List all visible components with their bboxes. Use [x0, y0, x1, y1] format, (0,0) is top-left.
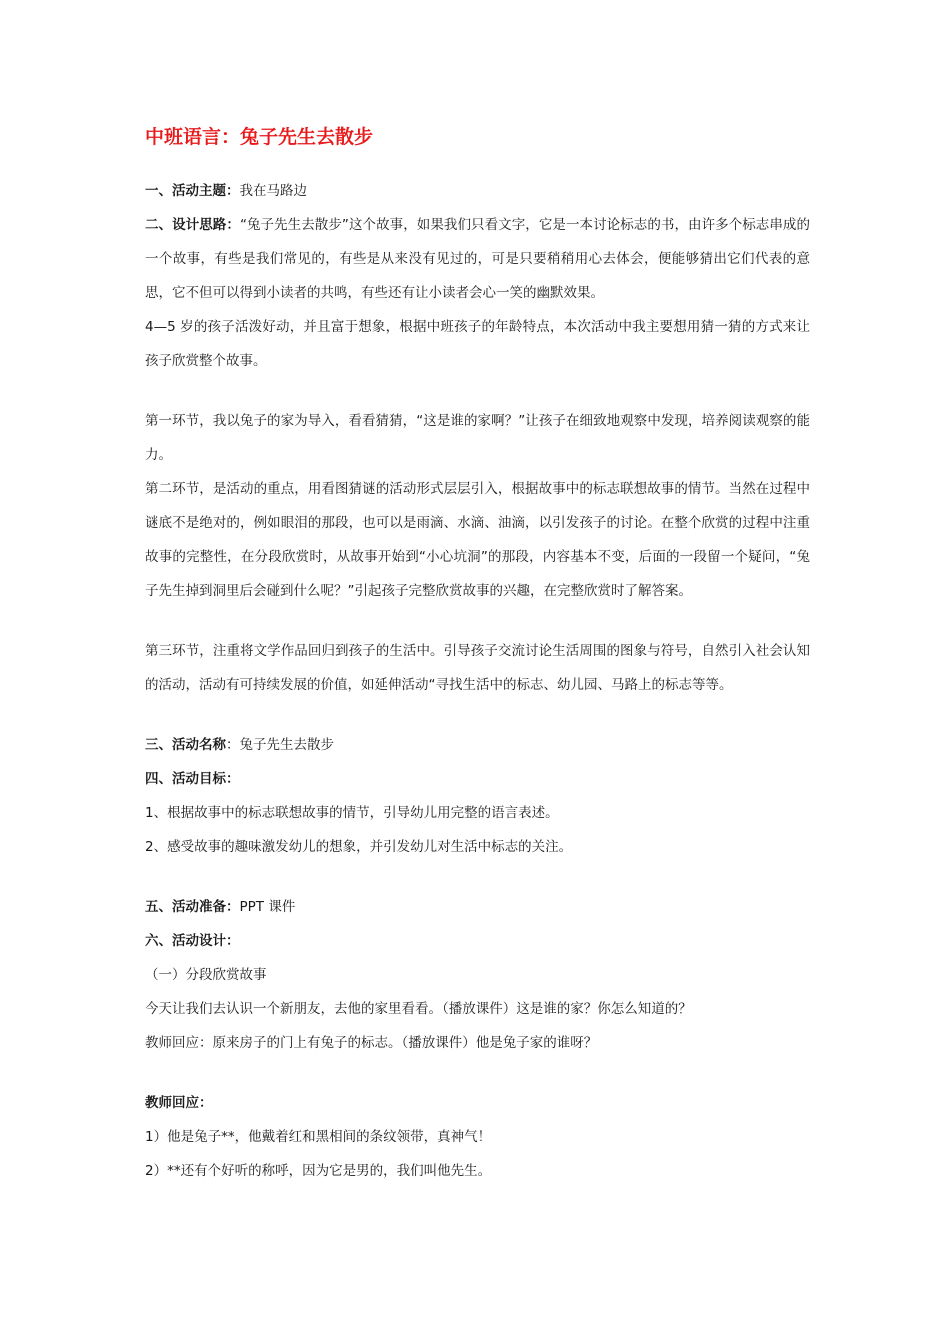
- document-content: [145, 118, 810, 1188]
- teacher-reply-item-1: 1）他是兔子**，他戴着红和黑相间的条纹领带，真神气！: [145, 1129, 492, 1145]
- goal-item-1: 1、根据故事中的标志联想故事的情节，引导幼儿用完整的语言表述。: [145, 805, 559, 821]
- document-title: 中班语言：兔子先生去散步: [145, 126, 374, 148]
- spacer: [145, 608, 810, 634]
- goal-item-2: 2、感受故事的趣味激发幼儿的想象，并引发幼儿对生活中标志的关注。: [145, 839, 573, 855]
- design-idea-label: 二、设计思路：: [145, 217, 240, 233]
- design-idea: [145, 208, 810, 310]
- spacer: [145, 864, 810, 890]
- design-subsection-1: （一）分段欣赏故事: [145, 967, 267, 983]
- activity-prep-text: PPT 课件: [239, 899, 296, 915]
- design-paragraph-2: 教师回应：原来房子的门上有兔子的标志。（播放课件）他是兔子家的谁呀？: [145, 1035, 598, 1051]
- activity-name-text: 兔子先生去散步: [239, 737, 334, 753]
- spacer: [145, 702, 810, 728]
- activity-theme-text: 我在马路边: [239, 183, 307, 199]
- activity-design-heading: 六、活动设计：: [145, 933, 240, 949]
- step2-paragraph: 第二环节，是活动的重点，用看图猜谜的活动形式层层引入，根据故事中的标志联想故事的情节。当然在过程中谜底不是绝对的，例如眼泪的那段，也可以是雨滴、水滴、油滴，以引发孩子的讨论。在整个欣赏的过程中注重故事的完整性，在分段欣赏时，从故事开始到“小心坑洞”的那段，内容基本不变，后面的一段留一个疑问，“兔子先生掉到洞里后会碰到什么呢？”引起孩子完整欣赏故事的兴趣，在完整欣赏时了解答案。: [145, 481, 810, 599]
- activity-prep-label: 五、活动准备：: [145, 899, 240, 915]
- activity-prep: [145, 890, 810, 924]
- activity-name-label: 三、活动名称: [145, 737, 226, 753]
- spacer: [145, 378, 810, 404]
- activity-name-sep: ：: [226, 737, 240, 753]
- teacher-reply-item-2: 2）**还有个好听的称呼，因为它是男的，我们叫他先生。: [145, 1163, 492, 1179]
- spacer: [145, 1060, 810, 1086]
- age-paragraph: 4—5 岁的孩子活泼好动，并且富于想象，根据中班孩子的年龄特点，本次活动中我主要想用猜一猜的方式来让孩子欣赏整个故事。: [145, 319, 810, 369]
- activity-theme: [145, 174, 810, 208]
- teacher-reply-heading: 教师回应：: [145, 1095, 213, 1111]
- design-idea-text: “兔子先生去散步”这个故事，如果我们只看文字，它是一本讨论标志的书，由许多个标志串成的一个故事，有些是我们常见的，有些是从来没有见过的，可是只要稍稍用心去体会，便能够猜出它们代表的意思，它不但可以得到小读者的共鸣，有些还有让小读者会心一笑的幽默效果。: [145, 217, 810, 301]
- design-paragraph-1: 今天让我们去认识一个新朋友，去他的家里看看。（播放课件）这是谁的家？你怎么知道的？: [145, 1001, 692, 1017]
- step3-paragraph: 第三环节，注重将文学作品回归到孩子的生活中。引导孩子交流讨论生活周围的图象与符号，自然引入社会认知的活动，活动有可持续发展的价值，如延伸活动“寻找生活中的标志、幼儿园、马路上的标志等等。: [145, 643, 810, 693]
- step1-paragraph: 第一环节，我以兔子的家为导入，看看猜猜，“这是谁的家啊？”让孩子在细致地观察中发现，培养阅读观察的能力。: [145, 413, 810, 463]
- activity-name: [145, 728, 810, 762]
- activity-theme-label: 一、活动主题：: [145, 183, 240, 199]
- activity-goals-heading: 四、活动目标：: [145, 771, 240, 787]
